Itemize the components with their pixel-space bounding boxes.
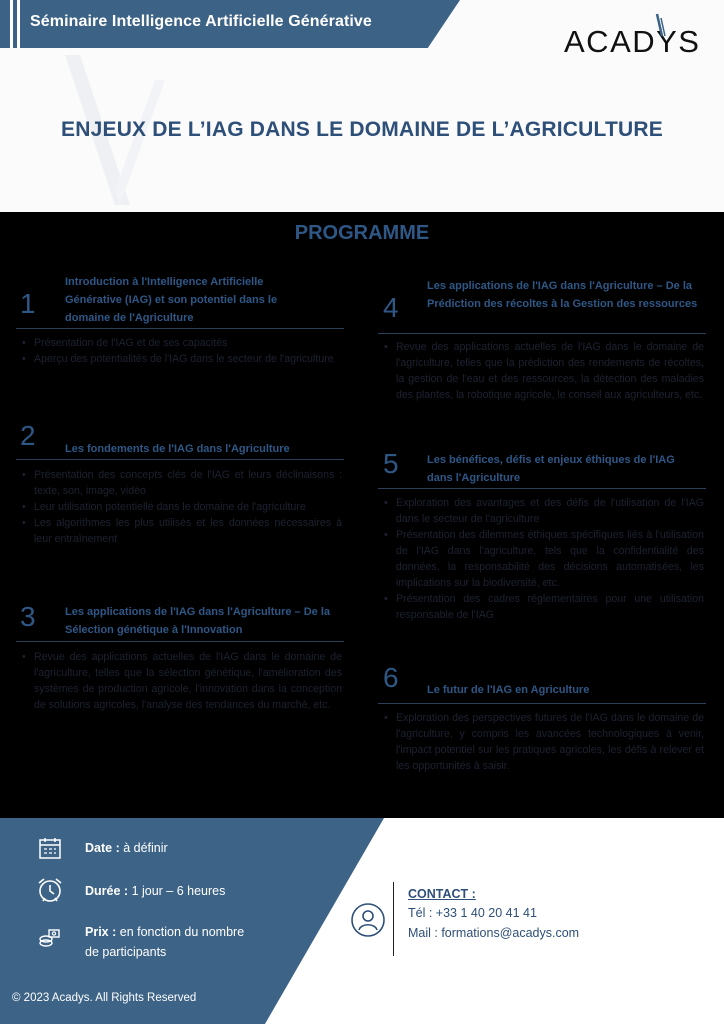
- section-number: 6: [383, 662, 399, 693]
- section-divider: [378, 333, 706, 334]
- list-item: • Présentation des concepts clés de l'IAG et leurs déclinaisons : texte, son, image, vidéo: [22, 467, 342, 499]
- seminar-label: Séminaire Intelligence Artificielle Générative: [30, 13, 372, 30]
- list-item: • Revue des applications actuelles de l'IAG dans le domaine de l'agriculture, telles que la prédiction des rendements de récoltes, la gestion de l'eau et des ressources, la détection des maladies des plantes, la robotique agricole, le conseil aux agriculteurs, etc.: [384, 339, 704, 403]
- alarm-clock-icon: [36, 876, 64, 904]
- section-divider: [378, 703, 706, 704]
- list-item: • Présentation des dilemmes éthiques spécifiques liés à l'utilisation de l'IAG dans l'agriculture, tels que la confidentialité des données, la responsabilité des décisions automatisées, les implications sur la biodiversité, etc.: [384, 527, 704, 591]
- copyright: © 2023 Acadys. All Rights Reserved: [12, 992, 197, 1004]
- duration-label: Durée :: [85, 884, 129, 898]
- price-value-line1: en fonction du nombre: [119, 925, 245, 939]
- list-item: • Aperçu des potentialités de l'IAG dans le secteur de l'agriculture: [22, 351, 342, 367]
- list-item: • Présentation de l'IAG et de ses capacités: [22, 335, 342, 351]
- section-divider: [378, 488, 706, 489]
- section-divider: [16, 328, 344, 329]
- section-title: Le futur de l'IAG en Agriculture: [427, 684, 590, 696]
- list-item: • Exploration des perspectives futures de l'IAG dans le domaine de l'agriculture, y compris les avancées technologiques à venir, l'impact potentiel sur les pratiques agricoles, les défis à relever et les opportunités à saisir.: [384, 710, 704, 774]
- section-divider: [16, 641, 344, 642]
- price-label: Prix :: [85, 925, 117, 939]
- section-number: 3: [20, 601, 36, 632]
- programme-heading: PROGRAMME: [294, 222, 430, 244]
- section-bullets: [384, 710, 704, 774]
- date-label: Date :: [85, 841, 120, 855]
- list-item: • Les algorithmes les plus utilisés et les données nécessaires à leur entraînement: [22, 515, 342, 547]
- contact-divider: [393, 882, 394, 956]
- list-item: • Présentation des cadres réglementaires pour une utilisation responsable de l'IAG: [384, 591, 704, 623]
- banner-accent-line: [17, 0, 20, 48]
- section-title: Les applications de l'IAG dans l'Agriculture – De la Prédiction des récoltes à la Gestion des ressources: [427, 280, 698, 310]
- section-title: Les bénéfices, défis et enjeux éthiques de l'IAG dans l'Agriculture: [427, 454, 675, 484]
- section-number: 1: [20, 288, 36, 319]
- section-title: Les applications de l'IAG dans l'Agriculture – De la Sélection génétique à l'Innovation: [65, 606, 331, 636]
- logo-text: ACADYS: [564, 24, 701, 59]
- price-value-line2: de participants: [85, 945, 167, 959]
- list-item: • Exploration des avantages et des défis de l'utilisation de l'IAG dans le secteur de l'agriculture: [384, 495, 704, 527]
- duration-info: [85, 881, 225, 901]
- contact-email[interactable]: Mail : formations@acadys.com: [408, 926, 580, 940]
- section-bullets: [22, 467, 342, 547]
- duration-value: 1 jour – 6 heures: [131, 884, 226, 898]
- person-icon: [350, 902, 386, 938]
- section-number: 5: [383, 448, 399, 479]
- section-number: 2: [20, 420, 36, 451]
- section-bullets: [384, 339, 704, 403]
- section-divider: [16, 459, 344, 460]
- section-bullets: [384, 495, 704, 623]
- price-info: [85, 922, 244, 962]
- section-title: Les fondements de l'IAG dans l'Agriculture: [65, 443, 290, 455]
- section-number: 4: [383, 292, 399, 323]
- list-item: • Leur utilisation potentielle dans le domaine de l'agriculture: [22, 499, 342, 515]
- date-info: [85, 838, 168, 858]
- acadys-logo: [562, 10, 712, 60]
- section-title: Introduction à l'Intelligence Artificielle Générative (IAG) et son potentiel dans le domaine de l'Agriculture: [65, 276, 278, 324]
- section-bullets: [22, 649, 342, 713]
- contact-title: CONTACT :: [408, 887, 476, 901]
- list-item: • Revue des applications actuelles de l'IAG dans le domaine de l'agriculture, telles que la sélection génétique, l'amélioration des systèmes de production agricole, l'innovation dans la conception de solutions agricoles, l'analyse des tendances du marché, etc.: [22, 649, 342, 713]
- date-value: à définir: [123, 841, 168, 855]
- page-title: ENJEUX DE L’IAG DANS LE DOMAINE DE L’AGRICULTURE: [61, 118, 663, 141]
- money-icon: [37, 926, 61, 950]
- section-bullets: [22, 335, 342, 367]
- banner-accent-line: [10, 0, 13, 48]
- calendar-icon: [38, 836, 62, 860]
- contact-phone[interactable]: Tél : +33 1 40 20 41 41: [408, 906, 537, 920]
